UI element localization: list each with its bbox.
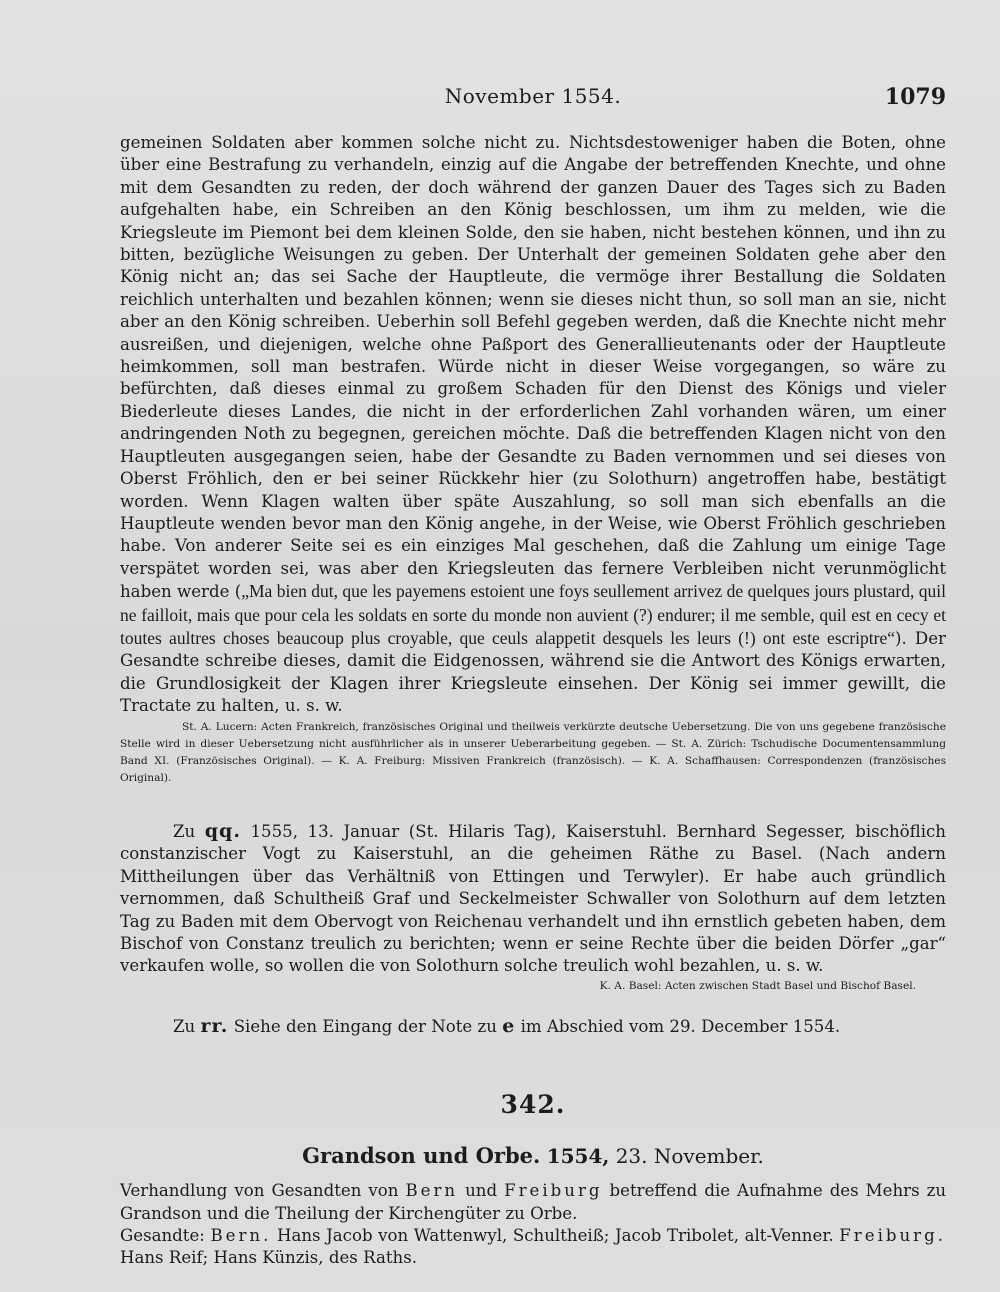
item-qq-prefix: Zu xyxy=(173,821,196,841)
summary-a: Verhandlung von Gesandten von xyxy=(120,1181,399,1201)
item-rr-text-b: im Abschied vom 29. December 1554. xyxy=(520,1016,841,1036)
envoys xyxy=(120,1225,946,1270)
item-qq-text: 1555, 13. Januar (St. Hilaris Tag), Kaiserstuhl. Bernhard Segesser, bischöflich constanzischer Vogt zu Kaiserstuhl, an die geheimen Räthe zu Basel. (Nach andern Mittheilungen über das Verhältniß von Ettingen und Terwyler). Er habe auch gründlich vernommen, daß Schultheiß Graf und Seckelmeister Schwaller von Solothurn auf dem letzten Tag zu Baden mit dem Obervogt von Reichenau verhandelt und ihn ernstlich gebeten haben, dem Bischof von Constanz treulich zu berichten; wenn er seine Rechte über die beiden Dörfer „gar“ verkaufen wolle, so wollen die von Solothurn solche treulich wohl bezahlen, u. s. w. xyxy=(120,821,946,976)
running-title: November 1554. xyxy=(444,84,622,108)
page-number: 1079 xyxy=(884,84,946,110)
item-qq-source: K. A. Basel: Acten zwischen Stadt Basel und Bischof Basel. xyxy=(599,979,916,992)
envoys-bern: Bern. xyxy=(210,1226,272,1245)
main-paragraph xyxy=(120,132,946,718)
section-number: 342. xyxy=(500,1090,566,1120)
main-paragraph-german-end: ). Der Gesandte schreibe dieses, damit die Eidgenossen, während sie die Antwort des Königs erwarten, die Grundlosigkeit der Klagen ihrer Kriegsleute einsehen. Der König sei immer gewillt, die Tractate zu halten, u. s. w. xyxy=(120,628,946,716)
item-rr-key2: e xyxy=(502,1014,516,1037)
section-summary xyxy=(120,1180,946,1225)
item-rr-key: rr. xyxy=(200,1014,229,1037)
summary-bern: Bern xyxy=(405,1181,459,1201)
envoys-freiburg-names: Hans Reif; Hans Künzis, des Raths. xyxy=(120,1248,417,1268)
main-paragraph-german: gemeinen Soldaten aber kommen solche nicht zu. Nichtsdestoweniger haben die Boten, ohne über eine Bestrafung zu verhandeln, einzig auf die Angabe der betreffenden Knechte, und ohne mit dem Gesandten zu reden, der doch während der ganzen Dauer des Tages sich zu Baden aufgehalten habe, ein Schreiben an den König beschlossen, um ihm zu melden, wie die Kriegsleute im Piemont bei dem kleinen Solde, den sie haben, nicht bestehen können, und ihn zu bitten, bezügliche Weisungen zu geben. Der Unterhalt der gemeinen Soldaten gehe aber den König nicht an; das sei Sache der Hauptleute, die vermöge ihrer Bestallung die Soldaten reichlich unterhalten und bezahlen können; wenn sie dieses nicht thun, so soll man an sie, nicht aber an den König schreiben. Ueberhin soll Befehl gegeben werden, daß die Knechte nicht mehr ausreißen, und diejenigen, welche ohne Paßport des Generallieutenants oder der Hauptleute heimkommen, soll man bestrafen. Würde nicht in dieser Weise vorgegangen, so wäre zu befürchten, daß dieses einmal zu großem Schaden für den Dienst des Königs und vieler Biederleute dieses Landes, die nicht in der erforderlichen Zahl vorhanden wären, um einer andringenden Noth zu begegnen, gereichen möchte. Daß die betreffenden Klagen nicht von den Hauptleuten ausgegangen seien, habe der Gesandte zu Baden vernommen und sei dieses von Oberst Fröhlich, den er bei seiner Rückkehr hier (zu Solothurn) angetroffen habe, bestätigt worden. Wenn Klagen walten über späte Auszahlung, so soll man sich ebenfalls an die Hauptleute wenden bevor man den König angehe, in der Weise, wie Oberst Fröhlich geschrieben habe. Von anderer Seite sei es ein einziges Mal geschehen, daß die Zahlung um einige Tage verspätet worden sei, was aber den Kriegsleuten das fernere Verbleiben nicht verunmöglicht haben werde ( xyxy=(120,133,946,602)
summary-freiburg: Freiburg xyxy=(504,1181,603,1201)
summary-b: und xyxy=(465,1181,498,1201)
source-note: St. A. Lucern: Acten Frankreich, französisches Original und theilweis verkürzte deutsche Uebersetzung. Die von uns gegebene französische Stelle wird in dieser Uebersetzung nicht ausführlicher als in unserer Ueberarbeitung gegeben. — St. A. Zürich: Tschudische Documentensammlung Band XI. (Französisches Original). — K. A. Freiburg: Missiven Frankreich (französisch). — K. A. Schaffhausen: Correspondenzen (französisches Original). xyxy=(120,720,946,784)
text-body xyxy=(120,132,946,1270)
section-place: Grandson und Orbe. xyxy=(302,1143,541,1169)
envoys-label: Gesandte: xyxy=(120,1226,205,1245)
item-rr-text-a: Siehe den Eingang der Note zu xyxy=(233,1016,497,1036)
summary-c: betreffend die Aufnahme des Mehrs zu Grandson und die Theilung der Kirchengüter zu Orbe. xyxy=(120,1181,947,1223)
section-year: 1554, xyxy=(546,1144,610,1169)
envoys-bern-names: Hans Jacob von Wattenwyl, Schultheiß; Jacob Tribolet, alt-Venner. xyxy=(276,1226,834,1245)
item-qq xyxy=(120,820,946,978)
french-quotation: „Ma bien dut, que les payemens estoient une foys seullement arrivez de quelques jours plustard, quil ne failloit, mais que pour cela les soldats en sorte du monde non auvient (?) endurer; il me semble, quil est en cecy et toutes aultres choses beaucoup plus croyable, que ceuls alappetit desquels les leurs (!) ont este escriptre“ xyxy=(120,581,946,648)
envoys-freiburg: Freiburg. xyxy=(839,1226,947,1245)
item-rr-prefix: Zu xyxy=(173,1016,196,1036)
page-header xyxy=(120,84,946,114)
section-date: 23. November. xyxy=(615,1144,764,1169)
item-qq-key: qq. xyxy=(204,819,241,842)
item-rr xyxy=(120,1015,946,1038)
section-heading xyxy=(120,1143,946,1168)
